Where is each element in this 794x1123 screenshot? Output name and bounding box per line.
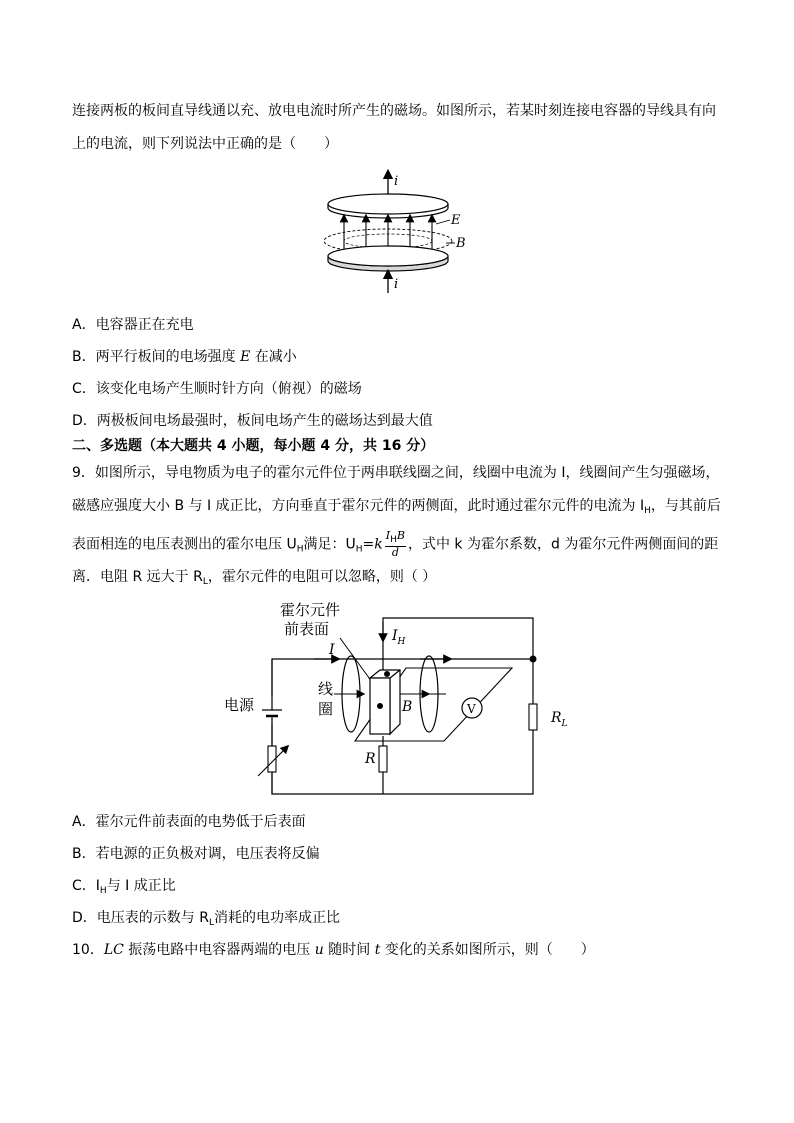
q9-option-b: B．若电源的正负极对调，电压表将反偏 bbox=[72, 846, 320, 862]
q8-stem-line1: 连接两板的板间直导线通以充、放电电流时所产生的磁场。如图所示，若某时刻连接电容器的导线具有向 bbox=[72, 103, 716, 119]
q9-stem-line4: 离．电阻 R 远大于 $R_L$，霍尔元件的电阻可以忽略，则（ ） bbox=[72, 569, 437, 587]
hall-current-label: $I_H$ bbox=[392, 628, 406, 647]
q9-stem-line3: 表面相连的电压表测出的霍尔电压 $U_H$满足：$U_H=k$ $\frac{I_HB}{d}$ ，式中 k 为霍尔系数，d 为霍尔元件两侧面间的距 bbox=[72, 529, 719, 559]
q9-option-d: D．电压表的示数与 $R_L$消耗的电功率成正比 bbox=[72, 910, 340, 928]
main-circuit-wire bbox=[272, 659, 533, 794]
top-plate bbox=[328, 194, 448, 214]
q8-option-a: A．电容器正在充电 bbox=[72, 317, 194, 333]
power-source-label: 电源 bbox=[224, 696, 255, 714]
q9-stem-line1: 9．如图所示，导电物质为电子的霍尔元件位于两串联线圈之间，线圈中电流为 I，线圈间产生匀强磁场， bbox=[72, 465, 720, 481]
q9-option-c: C．$I_H$与 I 成正比 bbox=[72, 878, 176, 896]
bottom-current-label: i bbox=[394, 277, 399, 292]
coil-label-2: 圈 bbox=[318, 700, 334, 718]
voltmeter-label: V bbox=[467, 702, 476, 716]
hall-element bbox=[370, 670, 400, 734]
q8-option-d: D．两极板间电场最强时，板间电场产生的磁场达到最大值 bbox=[72, 413, 433, 429]
q8-option-c: C．该变化电场产生顺时针方向（俯视）的磁场 bbox=[72, 381, 362, 397]
q9-stem-line2: 磁感应强度大小 B 与 I 成正比，方向垂直于霍尔元件的两侧面，此时通过霍尔元件的电流为 $I_H$，与其前后 bbox=[72, 498, 721, 516]
hall-voltage-fraction: $\frac{I_HB}{d}$ bbox=[385, 529, 405, 559]
current-i-label: I bbox=[329, 642, 335, 658]
coil-label-1: 线 bbox=[318, 680, 334, 698]
resistor-rl-label: $R_L$ bbox=[551, 710, 568, 729]
q8-option-b: B．两平行板间的电场强度 E 在减小 bbox=[72, 349, 297, 365]
hall-current-wire bbox=[383, 618, 533, 676]
q9-option-a: A．霍尔元件前表面的电势低于后表面 bbox=[72, 814, 306, 830]
e-label: E bbox=[451, 213, 461, 228]
capacitor-figure bbox=[318, 166, 470, 294]
resistor-r-label: R bbox=[365, 751, 376, 767]
q10-stem: 10．LC 振荡电路中电容器两端的电压 u 随时间 t 变化的关系如图所示，则（ ） bbox=[72, 942, 595, 958]
section-heading-multiple-choice: 二、多选题（本大题共 4 小题，每小题 4 分，共 16 分） bbox=[72, 438, 435, 454]
resistor-r bbox=[379, 746, 387, 772]
hall-circuit-figure bbox=[220, 596, 580, 802]
hall-element-label: 霍尔元件 bbox=[280, 601, 341, 619]
q8-stem-line2: 上的电流，则下列说法中正确的是（ ） bbox=[72, 136, 338, 152]
b-field-label: B bbox=[402, 699, 413, 715]
front-surface-label: 前表面 bbox=[284, 620, 330, 638]
resistor-rl bbox=[529, 704, 537, 730]
b-label: B bbox=[456, 236, 466, 251]
top-current-label: i bbox=[394, 174, 399, 189]
